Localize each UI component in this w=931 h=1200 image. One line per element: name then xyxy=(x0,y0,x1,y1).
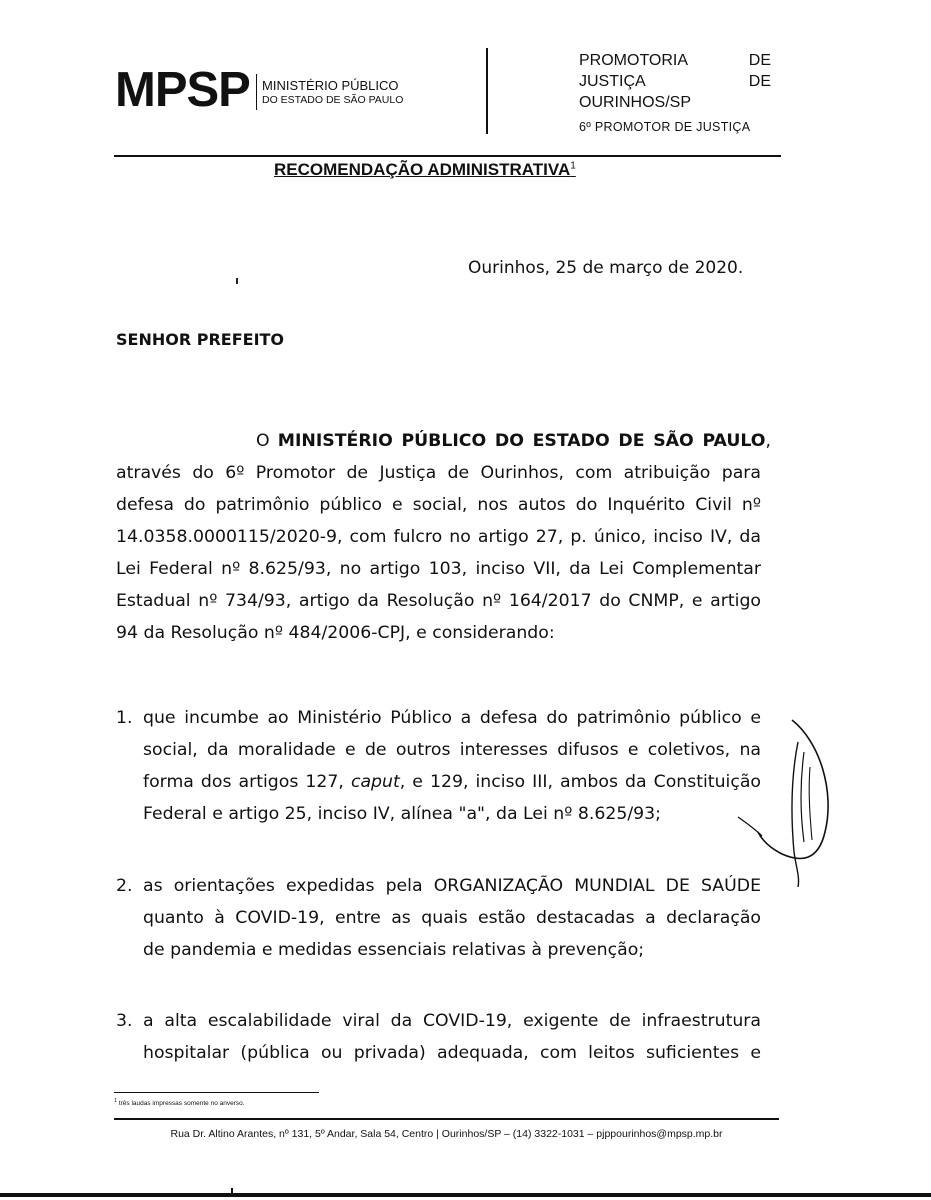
item-line: que incumbe ao Ministério Público a defesa do patrimônio público e xyxy=(143,708,761,728)
office-word-1: PROMOTORIA xyxy=(579,52,689,69)
item-line xyxy=(143,766,761,798)
office-word-5: OURINHOS/SP xyxy=(579,94,692,111)
scan-bottom-edge xyxy=(0,1193,931,1197)
office-word-4: DE xyxy=(748,73,771,90)
item-3-number: 3. xyxy=(116,1011,133,1031)
item-2-number: 2. xyxy=(116,876,133,896)
dateline: Ourinhos, 25 de março de 2020. xyxy=(468,258,744,278)
intro-entity: MINISTÉRIO PÚBLICO DO ESTADO DE SÃO PAULO xyxy=(277,431,766,451)
item-1-caput: caput xyxy=(350,772,400,792)
office-word-3: JUSTIÇA xyxy=(579,73,646,90)
logo-line-1: MINISTÉRIO PÚBLICO xyxy=(262,78,399,93)
footnote-mark: 1 xyxy=(114,1098,118,1104)
item-line: social, da moralidade e de outros interesses difusos e coletivos, na xyxy=(143,740,761,760)
footer-rule xyxy=(114,1118,779,1120)
office-word-2: DE xyxy=(748,52,771,69)
footer-address: Rua Dr. Altino Arantes, nº 131, 5º Andar, Sala 54, Centro | Ourinhos/SP – (14) 3322-1031 – pjppourinhos@mpsp.mp.br xyxy=(170,1128,723,1140)
item-1-number: 1. xyxy=(116,708,133,728)
salutation: SENHOR PREFEITO xyxy=(116,330,285,349)
item-line: quanto à COVID-19, entre as quais estão destacadas a declaração xyxy=(143,908,761,928)
item-3-text xyxy=(143,1005,761,1069)
footnote-rule xyxy=(114,1092,319,1093)
footnote-text: três laudas impressas somente no anverso. xyxy=(118,1100,245,1108)
scan-bottom-tick xyxy=(231,1188,233,1194)
document-title xyxy=(274,160,576,180)
intro-first-line xyxy=(256,425,771,457)
office-subtitle: 6º PROMOTOR DE JUSTIÇA xyxy=(579,120,751,134)
item-line: a alta escalabilidade viral da COVID-19, exigente de infraestrutura xyxy=(143,1011,761,1031)
logo-divider xyxy=(256,74,257,110)
item-line: as orientações expedidas pela ORGANIZAÇÃO MUNDIAL DE SAÚDE xyxy=(143,876,761,896)
intro-line: 94 da Resolução nº 484/2006-CPJ, e considerando: xyxy=(116,623,555,643)
scan-speck xyxy=(236,278,238,284)
signature-drawing xyxy=(730,712,840,892)
office-block xyxy=(579,50,771,138)
intro-lead-end: , xyxy=(765,431,771,451)
mpsp-logo: MPSP xyxy=(115,63,250,117)
item-line: hospitalar (pública ou privada) adequada, com leitos suficientes e xyxy=(143,1043,761,1063)
footnote xyxy=(114,1098,245,1107)
intro-line: através do 6º Promotor de Justiça de Ourinhos, com atribuição para xyxy=(116,463,761,483)
item-line: de pandemia e medidas essenciais relativas à prevenção; xyxy=(143,940,645,960)
intro-line: Lei Federal nº 8.625/93, no artigo 103, inciso VII, da Lei Complementar xyxy=(116,559,761,579)
item-line: Federal e artigo 25, inciso IV, alínea "a", da Lei nº 8.625/93; xyxy=(143,804,661,824)
intro-line: Estadual nº 734/93, artigo da Resolução nº 164/2017 do CNMP, e artigo xyxy=(116,591,761,611)
logo-line-2: DO ESTADO DE SÃO PAULO xyxy=(262,94,404,106)
header-rule xyxy=(114,155,781,157)
intro-lead: O xyxy=(256,431,278,451)
intro-line: 14.0358.0000115/2020-9, com fulcro no artigo 27, p. único, inciso IV, da xyxy=(116,527,761,547)
item-1-text xyxy=(143,702,761,830)
document-title-text: RECOMENDAÇÃO ADMINISTRATIVA xyxy=(274,160,571,179)
intro-paragraph xyxy=(116,457,761,649)
intro-line: defesa do patrimônio público e social, nos autos do Inquérito Civil nº xyxy=(116,495,761,515)
item-2-text xyxy=(143,870,761,966)
header-vertical-divider xyxy=(486,48,488,134)
title-footnote-ref: 1 xyxy=(570,160,576,172)
item-1-line3-post: , e 129, inciso III, ambos da Constituição xyxy=(399,772,761,792)
item-1-line3-pre: forma dos artigos 127, xyxy=(143,772,351,792)
